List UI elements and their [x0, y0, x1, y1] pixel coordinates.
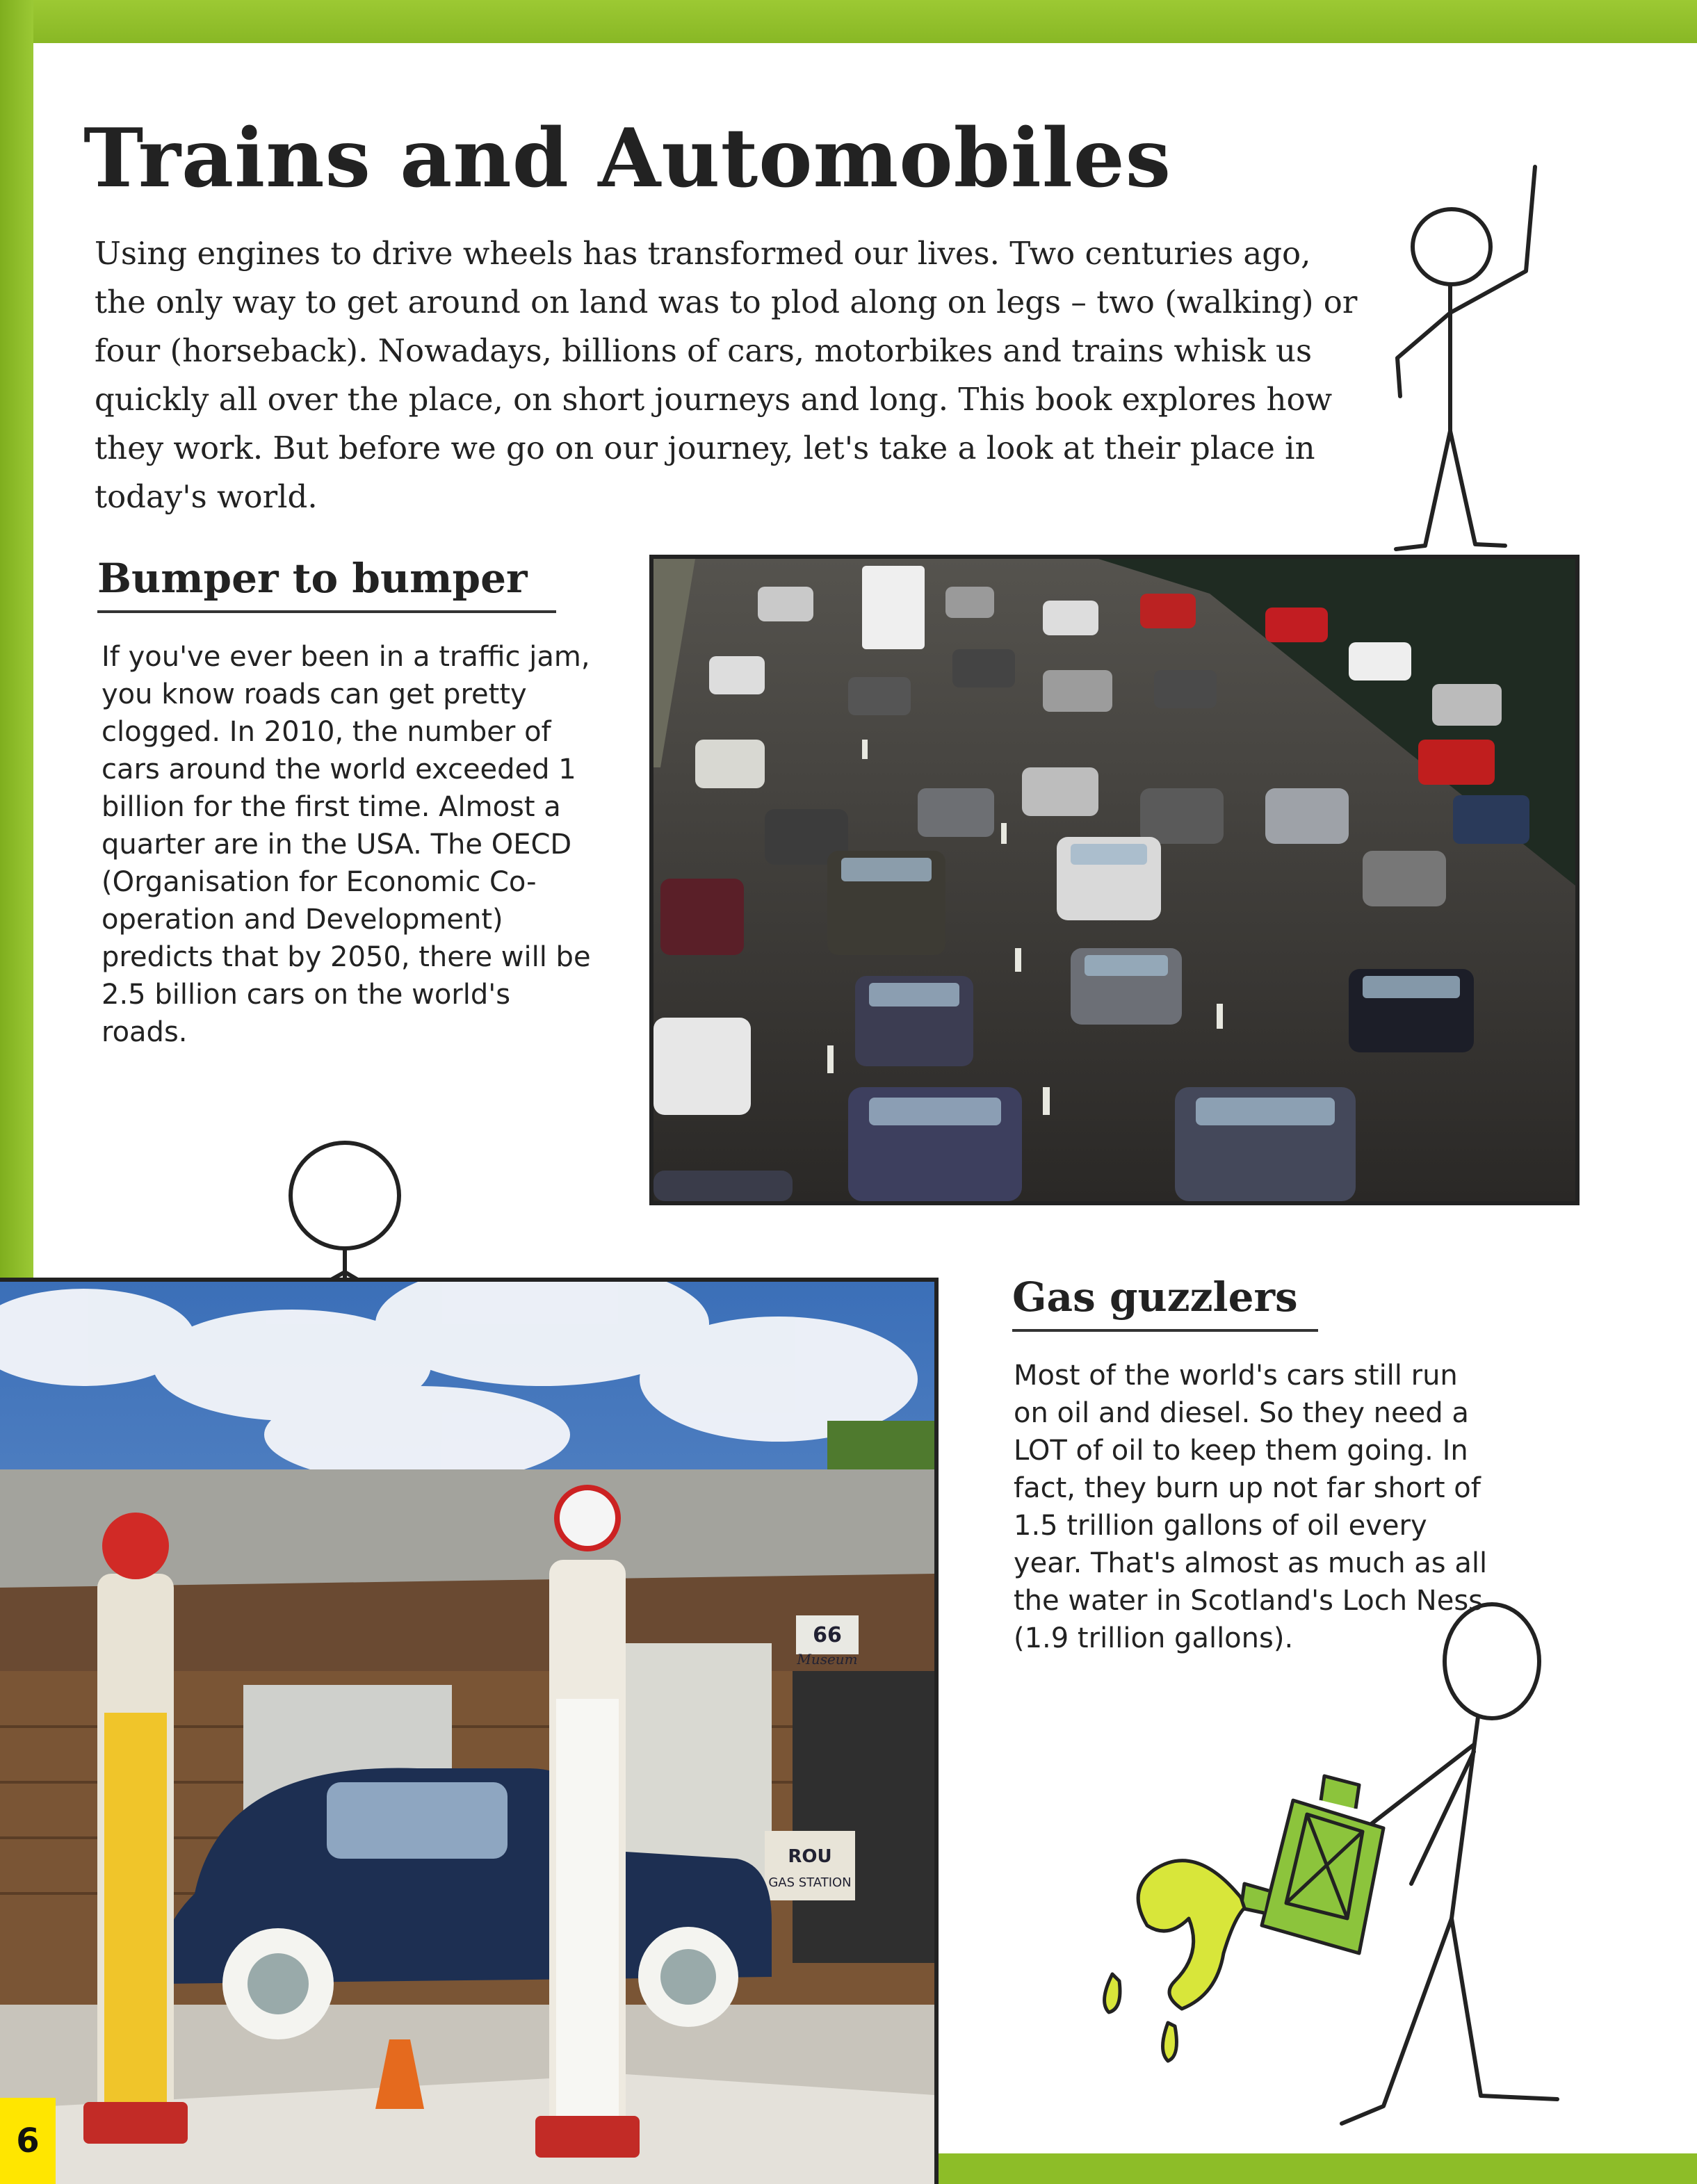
page-title: Trains and Automobiles [83, 111, 1172, 206]
route-66-sign: 66 [813, 1623, 842, 1647]
gas-text: Most of the world's cars still run on oil and diesel. So they need a LOT of oil to keep them going. In fact, they burn up not far short of 1.5 trillion gallons of oil every year. That's almost as much as all the water in Scotland's Loch Ness (1.9 trillion gallons). [1014, 1360, 1488, 1654]
route-sign: ROU [788, 1846, 832, 1867]
bumper-heading: Bumper to bumper [97, 555, 556, 613]
bumper-text: If you've ever been in a traffic jam, you know roads can get pretty clogged. In 2010, the number of cars around the world exceeded 1 billion for the first time. Almost a quarter are in the USA. The OECD (Organisation for Economic Co-operation and Development) predicts that by 2050, there will be 2.5 billion cars on the world's roads. [102, 641, 591, 1048]
museum-sign: Museum [797, 1651, 858, 1668]
top-border [0, 0, 1697, 49]
stick-figure-waving-icon [1383, 156, 1550, 567]
traffic-jam-photo [649, 555, 1580, 1205]
gas-station-photo [0, 1278, 939, 2184]
gas-station-sign: GAS STATION [768, 1875, 852, 1890]
page-number: 6 [0, 2098, 56, 2184]
stick-figure-oil-can-icon [1085, 1592, 1599, 2141]
gas-heading: Gas guzzlers [1012, 1273, 1318, 1332]
traffic-illustration [653, 559, 1575, 1201]
intro-paragraph: Using engines to drive wheels has transformed our lives. Two centuries ago, the only way to get around on land was to plod along on legs – two (walking) or four (horseback). Nowadays, billions of cars, motorbikes and trains whisk us quickly all over the place, on short journeys and long. This book explores how they work. But before we go on our journey, let's take a look at their place in today's world. [95, 235, 1358, 515]
gas-station-illustration [0, 1282, 934, 2184]
